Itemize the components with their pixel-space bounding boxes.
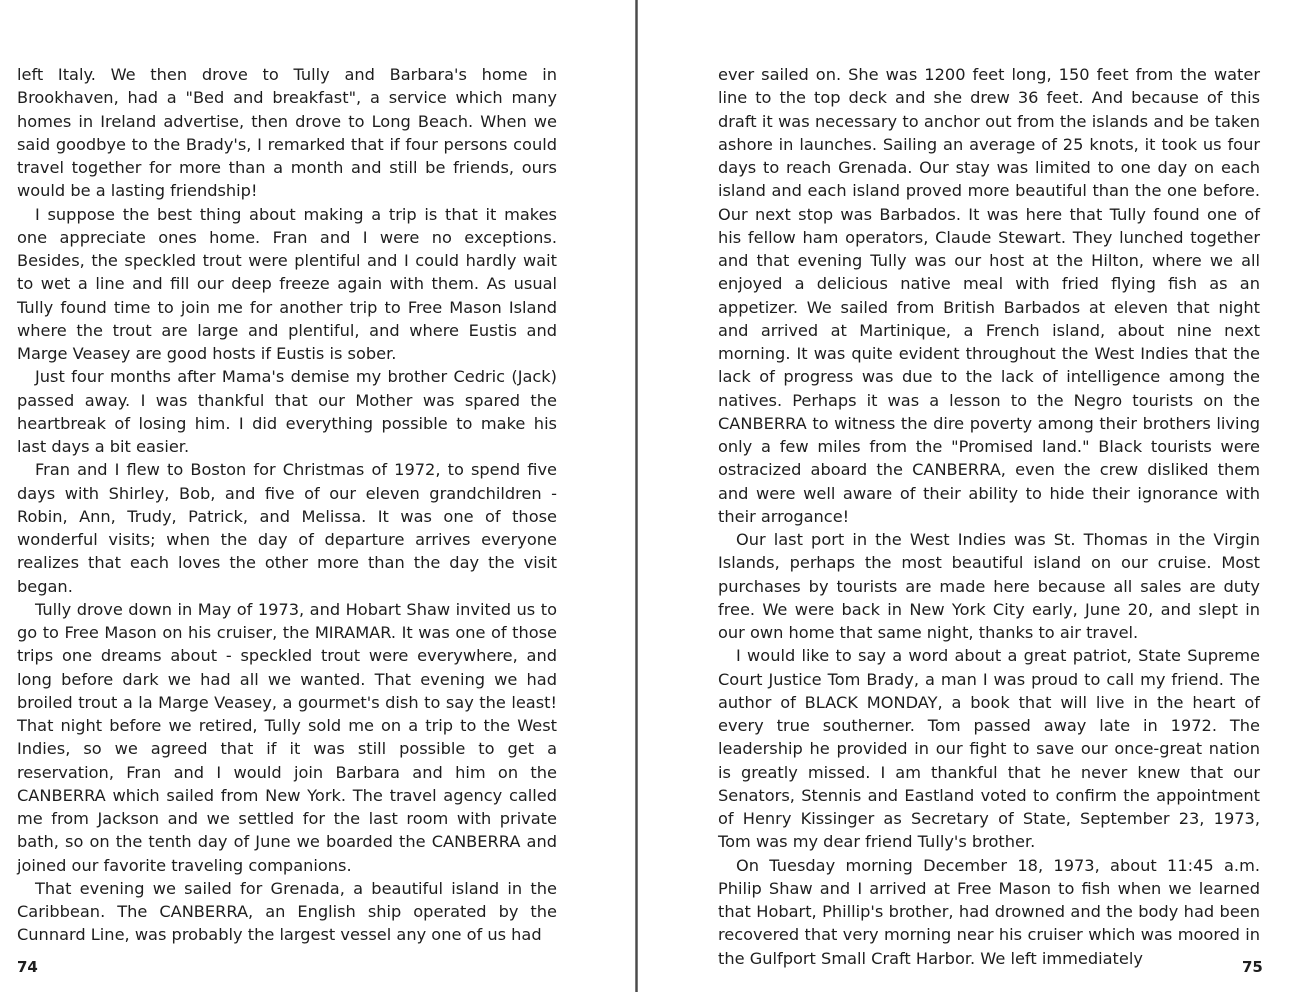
right-page-body (718, 63, 1260, 970)
paragraph: left Italy. We then drove to Tully and Barbara's home in Brookhaven, had a "Bed and breakfast", a service which many homes in Ireland advertise, then drove to Long Beach. When we said goodbye to the Brady's, I remarked that if four persons could travel together for more than a month and still be friends, ours would be a lasting friendship! (17, 65, 557, 201)
paragraph: I suppose the best thing about making a trip is that it makes one appreciate ones home. Fran and I were no exceptions. Besides, the speckled trout were plentiful and I could hardly wait to wet a line and fill our deep freeze again with them. As usual Tully found time to join me for another trip to Free Mason Island where the trout are large and plentiful, and where Eustis and Marge Veasey are good hosts if Eustis is sober. (17, 204, 557, 363)
left-page-body (17, 63, 557, 947)
right-page (638, 0, 1292, 992)
paragraph: On Tuesday morning December 18, 1973, about 11:45 a.m. Philip Shaw and I arrived at Free Mason to fish when we learned that Hobart, Phillip's brother, had drowned and the body had been recovered that very morning near his cruiser which was moored in the Gulfport Small Craft Harbor. We left immediately (718, 855, 1260, 968)
paragraph: I would like to say a word about a great patriot, State Supreme Court Justice Tom Brady, a man I was proud to call my friend. The author of BLACK MONDAY, a book that will live in the heart of every true southerner. Tom passed away late in 1972. The leadership he provided in our fight to save our once-great nation is greatly missed. I am thankful that he never knew that our Senators, Stennis and Eastland voted to confirm the appointment of Henry Kissinger as Secretary of State, September 23, 1973, Tom was my dear friend Tully's brother. (718, 646, 1260, 852)
paragraph: ever sailed on. She was 1200 feet long, 150 feet from the water line to the top deck and she drew 36 feet. And because of this draft it was necessary to anchor out from the islands and be taken ashore in launches. Sailing an average of 25 knots, it took us four days to reach Grenada. Our stay was limited to one day on each island and each island proved more beautiful than the one before. Our next stop was Barbados. It was here that Tully found one of his fellow ham operators, Claude Stewart. They lunched together and that evening Tully was our host at the Hilton, where we all enjoyed a delicious native meal with fried flying fish as an appetizer. We sailed from British Barbados at eleven that night and arrived at Martinique, a French island, about nine next morning. It was quite evident throughout the West Indies that the lack of progress was due to the lack of intelligence among the natives. Perhaps it was a lesson to the Negro tourists on the CANBERRA to witness the dire poverty among their brothers living only a few miles from the "Promised land." Black tourists were ostracized aboard the CANBERRA, even the crew disliked them and were well aware of their ability to hide their ignorance with their arrogance! (718, 65, 1260, 526)
page-number: 75 (1242, 958, 1263, 976)
left-page (0, 0, 636, 992)
paragraph: Just four months after Mama's demise my brother Cedric (Jack) passed away. I was thankful that our Mother was spared the heartbreak of losing him. I did everything possible to make his last days a bit easier. (17, 367, 557, 456)
page-number: 74 (17, 958, 38, 976)
paragraph: That evening we sailed for Grenada, a beautiful island in the Caribbean. The CANBERRA, an English ship operated by the Cunnard Line, was probably the largest vessel any one of us had (17, 878, 557, 945)
paragraph: Tully drove down in May of 1973, and Hobart Shaw invited us to go to Free Mason on his cruiser, the MIRAMAR. It was one of those trips one dreams about - speckled trout were everywhere, and long before dark we had all we wanted. That evening we had broiled trout a la Marge Veasey, a gourmet's dish to say the least! That night before we retired, Tully sold me on a trip to the West Indies, so we agreed that if it was still possible to get a reservation, Fran and I would join Barbara and him on the CANBERRA which sailed from New York. The travel agency called me from Jackson and we settled for the last room with private bath, so on the tenth day of June we boarded the CANBERRA and joined our favorite traveling companions. (17, 599, 557, 875)
paragraph: Fran and I flew to Boston for Christmas of 1972, to spend five days with Shirley, Bob, and five of our eleven grandchildren - Robin, Ann, Trudy, Patrick, and Melissa. It was one of those wonderful visits; when the day of departure arrives everyone realizes that each loves the other more than the day the visit began. (17, 460, 557, 596)
paragraph: Our last port in the West Indies was St. Thomas in the Virgin Islands, perhaps the most beautiful island on our cruise. Most purchases by tourists are made here because all sales are duty free. We were back in New York City early, June 20, and slept in our own home that same night, thanks to air travel. (718, 530, 1260, 642)
